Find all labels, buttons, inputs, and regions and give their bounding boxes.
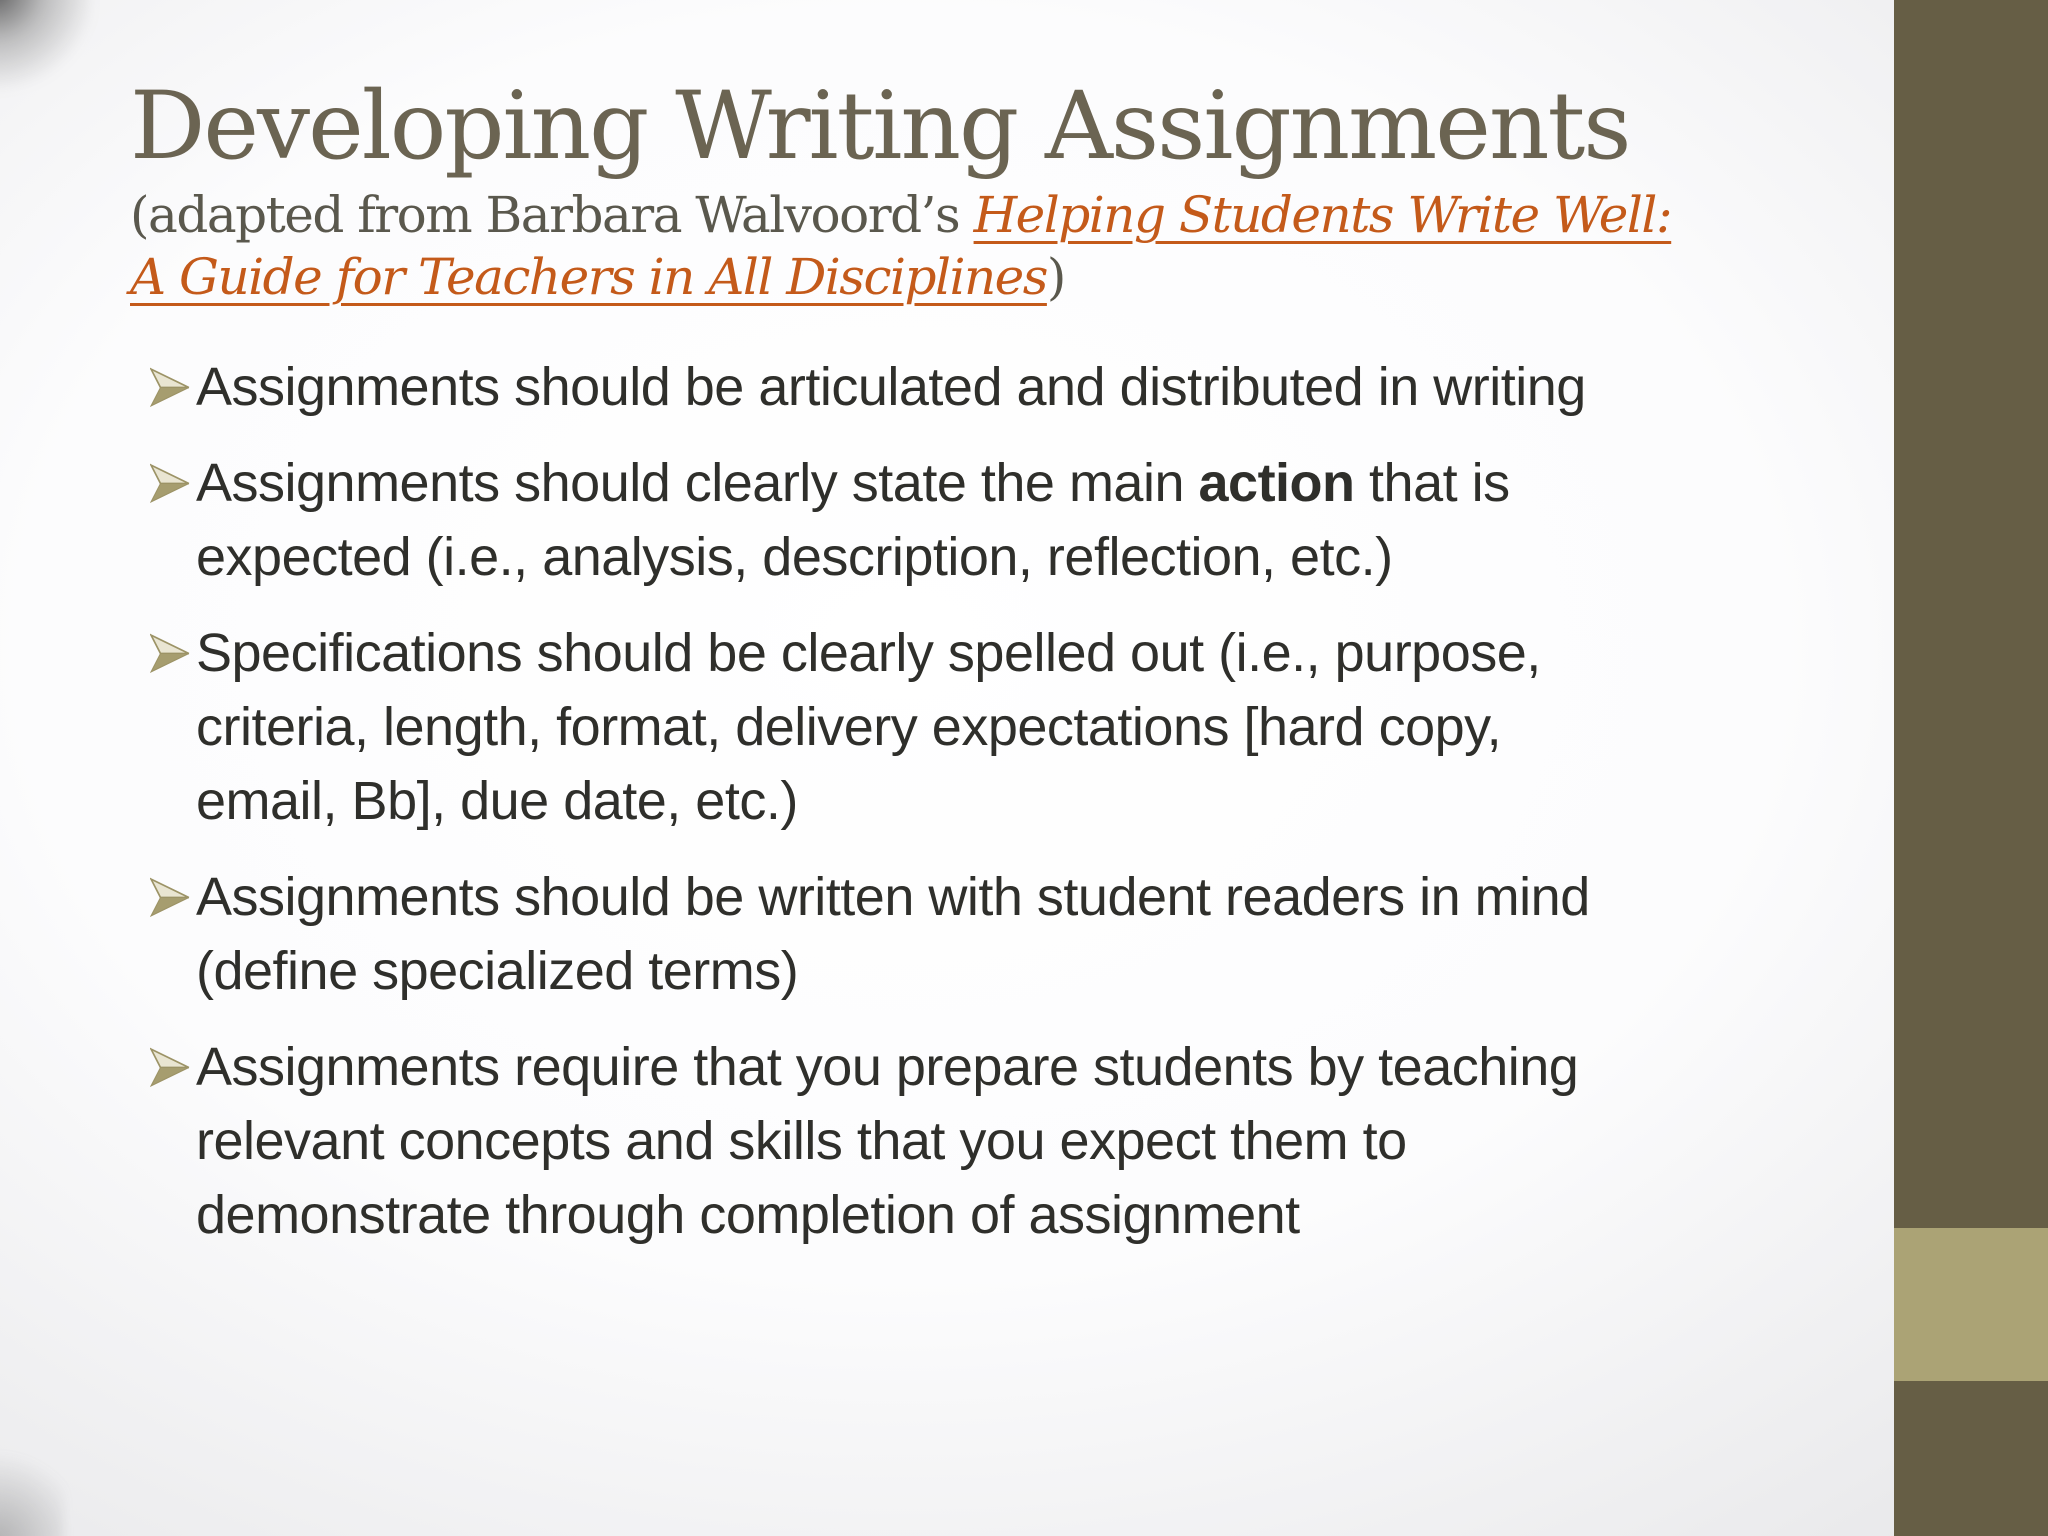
bullet-text: Assignments should be written with student readers in mind [196,866,1590,927]
subtitle-line-2 [130,246,1830,308]
bullet-line [196,616,1830,690]
bullet-text: that is [1354,452,1510,513]
book-title-link-line-1[interactable]: Helping Students Write Well: [973,185,1672,244]
bullet-item [150,350,1830,424]
arrowhead-right-icon [150,633,192,675]
slide-content-area [130,72,1830,1274]
bullet-text: email, Bb], due date, etc.) [196,770,798,831]
bullet-text: criteria, length, format, delivery expectations [hard copy, [196,696,1502,757]
bullet-line [196,1104,1830,1178]
arrowhead-right-icon [150,877,192,919]
corner-smudge-bottom-left [0,1436,64,1536]
bullet-line [196,446,1830,520]
bullet-text: expected (i.e., analysis, description, reflection, etc.) [196,526,1393,587]
right-accent-band [1894,0,2048,1536]
book-title-link-line-2[interactable]: A Guide for Teachers in All Disciplines [130,247,1047,306]
arrowhead-right-icon [150,463,192,505]
bullet-text: Specifications should be clearly spelled out (i.e., purpose, [196,622,1541,683]
bullet-text: Assignments should clearly state the main [196,452,1199,513]
arrowhead-right-icon [150,367,192,409]
accent-square [1894,1228,2048,1381]
bullet-text-bold: action [1198,452,1355,513]
bullet-line [196,1030,1830,1104]
bullet-text: demonstrate through completion of assignment [196,1184,1300,1245]
bullet-line [196,934,1830,1008]
bullet-list [130,350,1830,1252]
subtitle-prefix: (adapted from Barbara Walvoord’s [130,185,974,244]
bullet-text: (define specialized terms) [196,940,799,1001]
bullet-line [196,1178,1830,1252]
bullet-item [150,616,1830,838]
bullet-line [196,350,1830,424]
slide-subtitle [130,184,1830,308]
bullet-item [150,860,1830,1008]
slide-title: Developing Writing Assignments [130,72,1630,181]
bullet-line [196,520,1830,594]
bullet-text: Assignments should be articulated and distributed in writing [196,356,1586,417]
bullet-text: Assignments require that you prepare students by teaching [196,1036,1579,1097]
bullet-line [196,764,1830,838]
bullet-item [150,446,1830,594]
subtitle-line-1 [130,184,1830,246]
bullet-line [196,690,1830,764]
corner-smudge-top-left [0,0,90,100]
bullet-text: relevant concepts and skills that you expect them to [196,1110,1407,1171]
subtitle-suffix: ) [1046,247,1065,306]
arrowhead-right-icon [150,1047,192,1089]
bullet-item [150,1030,1830,1252]
bullet-line [196,860,1830,934]
